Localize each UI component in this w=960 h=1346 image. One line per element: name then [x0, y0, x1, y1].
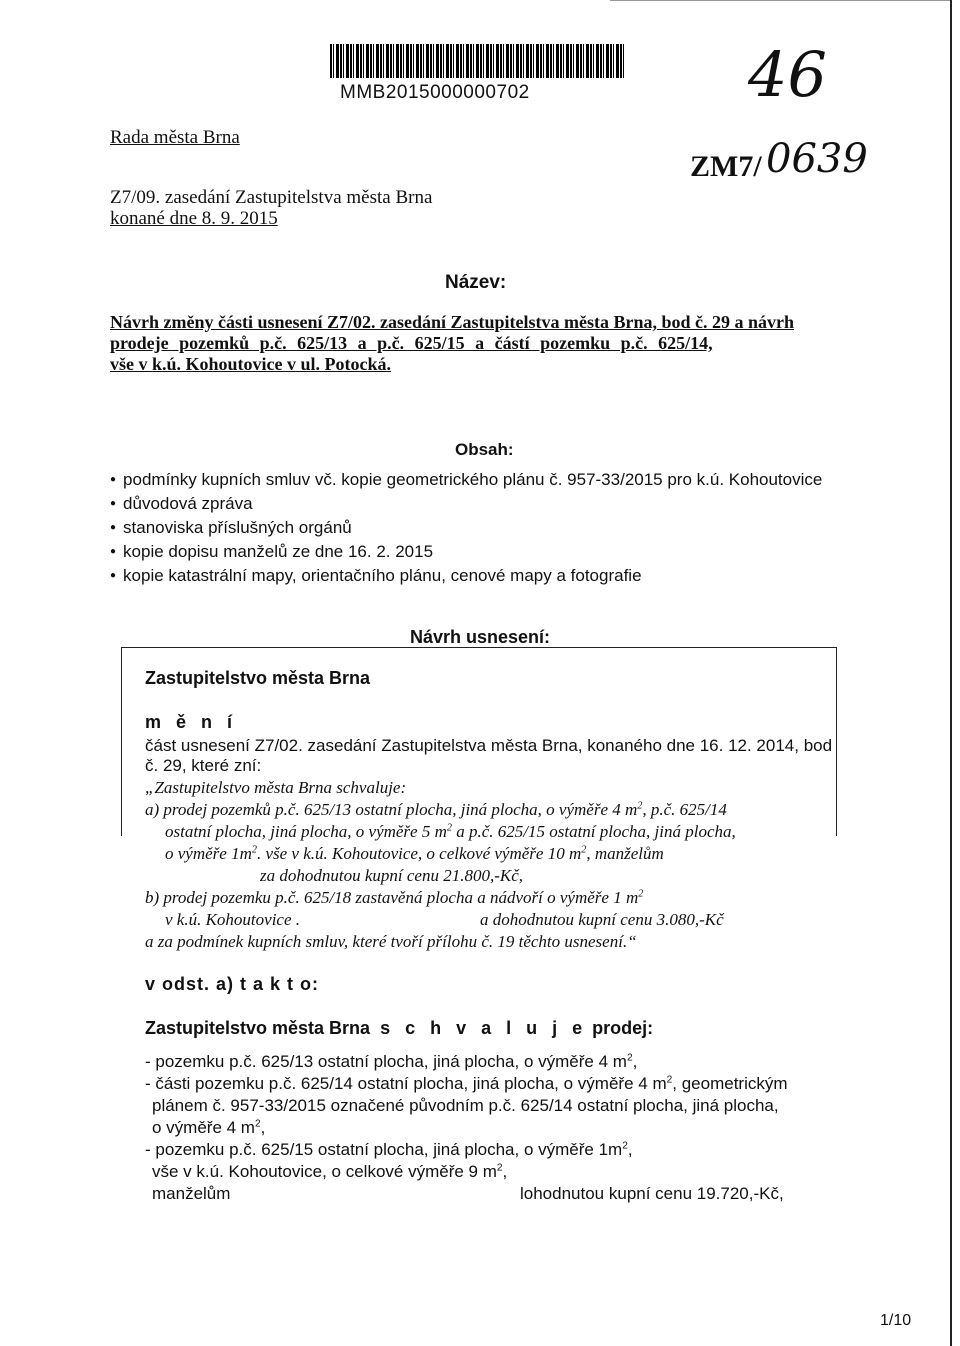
page-number: 1/10 [880, 1312, 912, 1329]
resolution-price: lohodnutou kupní cenu 19.720,-Kč, [520, 1184, 784, 1203]
session-date: konané dne 8. 9. 2015 [110, 208, 278, 229]
title-label: Název: [445, 272, 507, 293]
document-number-prefix: ZM7/ [690, 150, 762, 183]
resolution-buyers: manželům [152, 1184, 231, 1203]
handwritten-number: 46 [748, 38, 827, 111]
quoted-item-b-cont: v k.ú. Kohoutovice . [165, 910, 301, 929]
document-number-handwritten: 0639 [766, 136, 868, 182]
contents-item: ● kopie dopisu manželů ze dne 16. 2. 2015 [110, 542, 433, 562]
quoted-item-a-price: za dohodnutou kupní cenu 21.800,-Kč, [260, 866, 523, 885]
quoted-item-a-cont: o výměře $1m^2$. vše v k.ú. Kohoutovice, o celkové výměře 10 $m^2$, manželům [165, 844, 664, 863]
council-heading: Zastupitelstvo města Brna [145, 668, 371, 688]
original-resolution-line: část usnesení Z7/02. zasedání Zastupitelstva města Brna, konaného dne 16. 12. 2014, bod [145, 736, 833, 755]
title-line: prodeje pozemků p.č. 625/13 a p.č. 625/15 a částí pozemku p.č. 625/14, [110, 333, 713, 353]
contents-item: ● kopie katastrální mapy, orientačního plánu, cenové mapy a fotografie [110, 566, 642, 586]
quoted-resolution-line: „Zastupitelstvo města Brna schvaluje: [145, 778, 407, 797]
quoted-conditions-line: a za podmínek kupních smluv, které tvoří přílohu č. 19 těchto usnesení.“ [145, 932, 637, 951]
authority-name: Rada města Brna [110, 127, 240, 148]
verb-changes: m ě n í [145, 712, 238, 732]
quoted-item-a-cont: ostatní plocha, jiná plocha, o výměře 5 $m^2$ a p.č. 625/15 ostatní plocha, jiná plocha, [165, 822, 736, 841]
quoted-item-b-price: a dohodnutou kupní cenu 3.080,-Kč [480, 910, 724, 929]
barcode-number: MMB2015000000702 [340, 82, 530, 103]
proposal-label: Návrh usnesení: [410, 627, 551, 647]
contents-item: ● důvodová zpráva [110, 494, 253, 514]
resolution-item-cont: vše v k.ú. Kohoutovice, o celkové výměře 9 $m^2$, [152, 1162, 508, 1181]
session-line: Z7/09. zasedání Zastupitelstva města Brna [110, 187, 433, 208]
contents-item: ● podmínky kupních smluv vč. kopie geometrického plánu č. 957-33/2015 pro k.ú. Kohoutovice [110, 470, 822, 490]
quoted-item-b: b) prodej pozemku p.č. 625/18 zastavěná plocha a nádvoří o výměře 1 $m^2$ [145, 888, 644, 907]
contents-label: Obsah: [455, 440, 514, 459]
title-line: vše v k.ú. Kohoutovice v ul. Potocká. [110, 354, 392, 374]
original-resolution-line: č. 29, které zní: [145, 756, 262, 775]
contents-item: ● stanoviska příslušných orgánů [110, 518, 352, 538]
resolution-item-cont: o výměře 4 $m^2$, [152, 1118, 266, 1137]
page-edge-line [950, 0, 952, 1346]
resolution-item: - pozemku p.č. 625/13 ostatní plocha, jiná plocha, o výměře 4 $m^2$, [145, 1052, 638, 1071]
as-follows-heading: v odst. a) t a k t o: [145, 974, 320, 994]
approval-heading: Zastupitelstvo města Brna s c h v a l u j e prodej: [145, 1018, 654, 1038]
quoted-item-a: a) prodej pozemků p.č. 625/13 ostatní plocha, jiná plocha, o výměře 4 $m^2$, p.č. 625/14 [145, 800, 727, 819]
resolution-item: - pozemku p.č. 625/15 ostatní plocha, jiná plocha, o výměře $1m^2$, [145, 1140, 633, 1159]
page-top-line [610, 0, 950, 1]
resolution-item: - části pozemku p.č. 625/14 ostatní plocha, jiná plocha, o výměře 4 $m^2$, geometrickým [145, 1074, 788, 1093]
barcode [330, 44, 626, 78]
title-line: Návrh změny části usnesení Z7/02. zasedání Zastupitelstva města Brna, bod č. 29 a návrh [110, 312, 795, 332]
resolution-item-cont: plánem č. 957-33/2015 označené původním p.č. 625/14 ostatní plocha, jiná plocha, [152, 1096, 779, 1115]
